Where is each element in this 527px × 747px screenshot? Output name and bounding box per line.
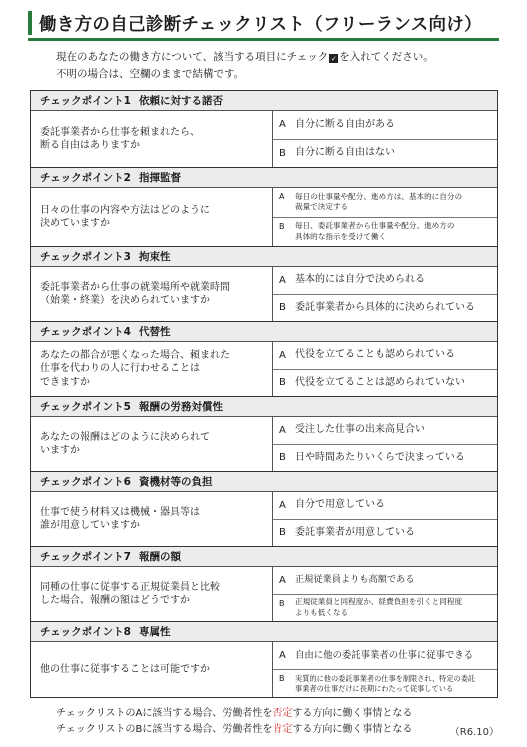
footer-line-b [56,722,412,738]
option-text: 自由に他の委託事業者の仕事に従事できる [295,649,474,661]
option-group [273,417,497,471]
option-letter: B [279,147,286,159]
option-text: 自分に断る自由がある [295,118,395,130]
footer-line-b-before: チェックリストのBに該当する場合、労働者性を [56,724,273,735]
question-text: 他の仕事に従事することは可能ですか [31,642,273,697]
option-group [273,267,497,321]
intro-line-2: 不明の場合は、空欄のままで結構です。 [56,68,245,80]
option-text: 正規従業員と同程度か、経費負担を引くと同程度 よりも低くなる [295,597,463,617]
option-text: 日や時間あたりいくらで決まっている [295,451,465,463]
checkpoint-heading: 報酬の労務対償性 [139,401,223,413]
option-group [273,567,497,621]
option-text: 委託事業者から具体的に決められている [295,301,475,313]
section-body-2 [31,188,497,247]
question-text: 同種の仕事に従事する正規従業員と比較 した場合、報酬の額はどうですか [31,567,273,621]
option-text: 代役を立てることも認められている [295,349,455,361]
title-underline [28,38,499,41]
option-a[interactable] [273,188,497,217]
option-text: 受注した仕事の出来高見合い [295,424,425,436]
footer-line-a-before: チェックリストのAに該当する場合、労働者性を [56,708,273,719]
section-body-5 [31,417,497,472]
question-text: 仕事で使う材料又は機械・器具等は 誰が用意していますか [31,492,273,546]
footer-notes [56,706,412,738]
question-text: 委託事業者から仕事を頼まれたら、 断る自由はありますか [31,111,273,167]
checkpoint-label: チェックポイント1 [40,95,131,107]
option-group [273,111,497,167]
section-header-6 [31,472,497,492]
checkpoint-heading: 指揮監督 [139,172,181,184]
option-group [273,492,497,546]
option-letter: A [279,574,286,586]
footer-line-a-after: する方向に働く事情となる [292,708,413,719]
option-letter: A [279,499,286,511]
checkpoint-label: チェックポイント2 [40,172,131,184]
title-accent-bar [28,11,32,35]
checkbox-checked-icon: ✓ [330,55,337,63]
page-title: 働き方の自己診断チェックリスト（フリーランス向け） [39,14,482,35]
option-group [273,642,497,697]
checkpoint-heading: 代替性 [139,326,171,338]
option-group [273,188,497,246]
checkpoint-heading: 依頼に対する諾否 [139,95,223,107]
option-a[interactable] [273,642,497,669]
question-text: あなたの都合が悪くなった場合、頼まれた 仕事を代わりの人に行わせることは できますか [31,342,273,396]
checkpoint-label: チェックポイント5 [40,401,131,413]
option-text: 自分で用意している [295,499,385,511]
checkpoint-heading: 専属性 [139,626,171,638]
question-text: 日々の仕事の内容や方法はどのように 決めていますか [31,188,273,246]
checkpoint-heading: 資機材等の負担 [139,476,213,488]
option-a[interactable] [273,417,497,444]
question-text: あなたの報酬はどのように決められて いますか [31,417,273,471]
section-header-5 [31,397,497,417]
option-letter: A [279,349,286,361]
option-text: 基本的には自分で決められる [295,274,425,286]
option-text: 正規従業員よりも高額である [295,574,415,586]
intro-line-1-before: 現在のあなたの働き方について、該当する項目にチェック [56,51,329,63]
option-letter: A [279,192,285,201]
checkpoint-label: チェックポイント8 [40,626,131,638]
section-body-6 [31,492,497,547]
option-b[interactable] [273,594,497,622]
checklist-table [30,90,498,698]
option-a[interactable] [273,267,497,294]
question-text: 委託事業者から仕事の就業場所や就業時間 （始業・終業）を決められていますか [31,267,273,321]
footer-highlight-positive: 肯定 [272,724,293,735]
footer-highlight-negative: 否定 [272,708,293,719]
section-header-1 [31,91,497,111]
section-body-4 [31,342,497,397]
checkpoint-label: チェックポイント7 [40,551,131,563]
revision-label: （R6.10） [449,727,499,738]
checkpoint-label: チェックポイント3 [40,251,131,263]
option-text: 毎日、委託事業者から仕事量や配分、進め方の 具体的な指示を受けて働く [295,221,455,241]
option-b[interactable] [273,139,497,168]
intro-line-1-after: を入れてください。 [339,51,434,63]
option-letter: B [279,598,285,608]
option-letter: B [279,302,286,314]
option-group [273,342,497,396]
option-letter: A [279,274,286,286]
checkpoint-heading: 報酬の額 [139,551,181,563]
checkpoint-heading: 拘束性 [139,251,171,263]
option-text: 毎日の仕事量や配分、進め方は、基本的に自分の 裁量で決定する [295,191,463,212]
option-a[interactable] [273,492,497,519]
title-bar [28,9,499,37]
checkpoint-label: チェックポイント6 [40,476,131,488]
footer-line-a [56,706,412,722]
option-text: 実質的に他の委託事業者の仕事を制限され、特定の委託 事業者の仕事だけに長期にわたって従事している [295,673,476,693]
footer-line-b-after: する方向に働く事情となる [292,724,413,735]
section-body-1 [31,111,497,168]
option-letter: B [279,452,286,464]
section-body-7 [31,567,497,622]
option-a[interactable] [273,111,497,139]
option-b[interactable] [273,519,497,547]
option-letter: B [279,221,285,231]
option-a[interactable] [273,567,497,594]
option-b[interactable] [273,669,497,697]
checkpoint-label: チェックポイント4 [40,326,131,338]
option-b[interactable] [273,369,497,397]
option-b[interactable] [273,217,497,247]
section-header-8 [31,622,497,642]
section-header-7 [31,547,497,567]
section-header-4 [31,322,497,342]
option-letter: B [279,674,285,683]
option-text: 自分に断る自由はない [295,147,395,159]
section-body-8 [31,642,497,697]
option-letter: A [279,650,286,661]
intro-line-1 [56,49,496,66]
option-b[interactable] [273,444,497,472]
option-letter: A [279,424,286,436]
section-body-3 [31,267,497,322]
section-header-2 [31,168,497,188]
section-header-3 [31,247,497,267]
option-letter: A [279,119,286,131]
intro-text [56,49,496,83]
option-letter: B [279,377,286,389]
option-text: 委託事業者が用意している [295,526,415,538]
option-a[interactable] [273,342,497,369]
option-b[interactable] [273,294,497,322]
option-text: 代役を立てることは認められていない [295,376,465,388]
option-letter: B [279,527,286,539]
